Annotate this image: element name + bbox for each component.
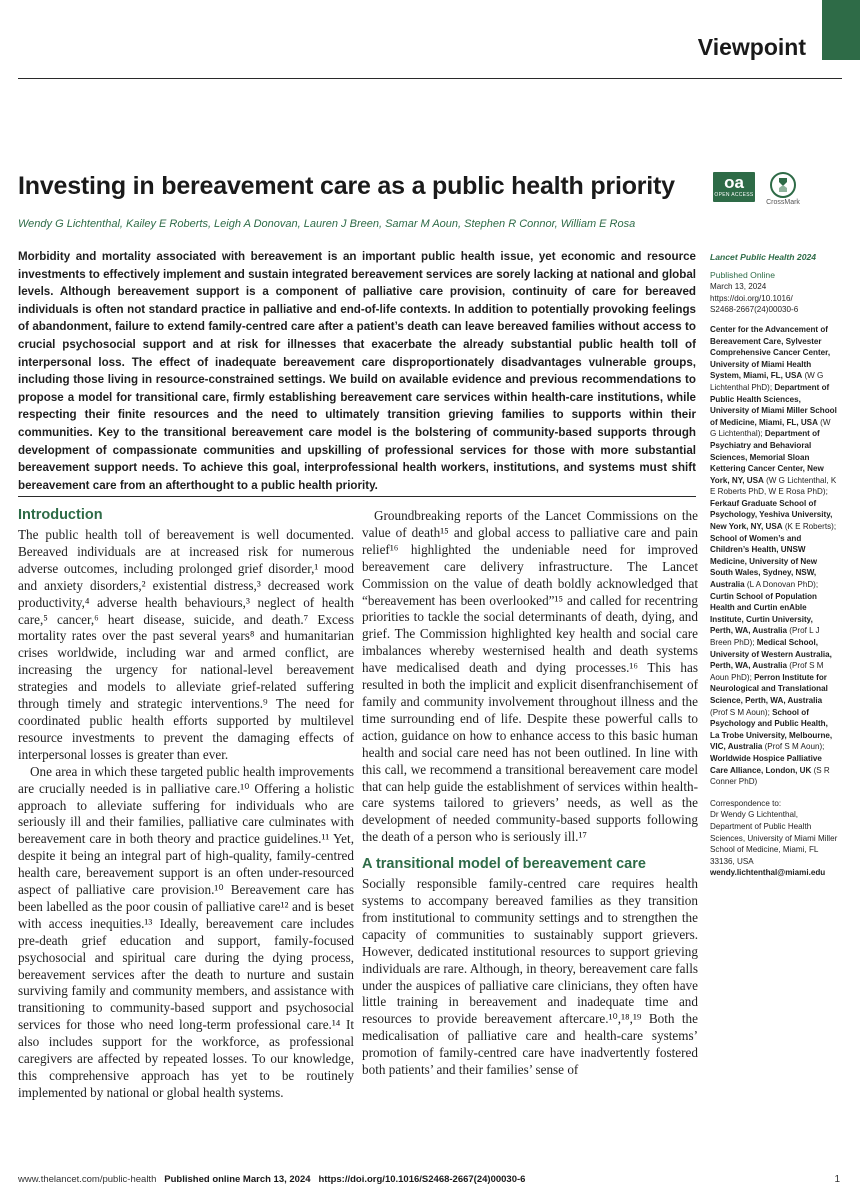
open-access-badge[interactable] bbox=[713, 172, 755, 202]
affiliation-institution: Department of Public Health Sciences, University of Miami Miller School of Medicine, Miami, FL, USA bbox=[710, 382, 837, 427]
affiliation-authors: (Prof S M Aoun PhD); bbox=[710, 661, 824, 682]
correspondence-name: Dr Wendy G Lichtenthal, bbox=[710, 810, 799, 820]
affiliation-institution: School of Psychology and Public Health, La Trobe University, Melbourne, VIC, Australia bbox=[710, 707, 833, 752]
affiliation-institution: Perron Institute for Neurological and Translational Science, Perth, WA, Australia bbox=[710, 672, 828, 705]
affiliation-authors: (W G Lichtenthal); bbox=[710, 417, 831, 439]
affiliation-authors: (Prof L J Breen PhD); bbox=[710, 626, 820, 647]
affiliation-authors: (W G Lichtenthal, K E Roberts PhD, W E Rosa PhD); bbox=[710, 475, 837, 497]
body-paragraph: Groundbreaking reports of the Lancet Commissions on the value of death¹⁵ and global access to palliative care and pain relief¹⁶ highlighted the undeniable need for improved bereavement care delivery infrastructure. The Lancet Commission on the value of death boldly acknowledged that “bereavement has been overlooked”¹⁵ and called for recentring priorities to tackle the social determinants of death, dying, and grief. The Commission highlighted key health and social care imbalances whereby westernised health and death systems have medicalised death and dying processes.¹⁶ This has resulted in both the implicit and explicit disenfranchisement of family and community involvement throughout illness and the time surrounding end of life. Despite these powerful calls to action, guidance on how to enhance access to this basic human health and social care need has not been outlined. In line with this call, we recommend a transitional bereavement care model that can help guide the establishment of services within health-care systems tailored to grievers’ needs, as well as the development of needed community-based supports following the death of a person who is seriously ill.¹⁷ bbox=[362, 508, 698, 845]
correspondence bbox=[710, 798, 838, 879]
affiliation-authors: (K E Roberts); bbox=[782, 522, 837, 532]
footer-site-link[interactable]: www.thelancet.com/public-health bbox=[18, 1174, 157, 1185]
affiliation-authors: (S R Conner PhD) bbox=[710, 765, 830, 787]
body-paragraph: One area in which these targeted public health improvements are crucially needed is in palliative care.¹⁰ Offering a holistic approach to alleviate suffering for individuals who are seriously ill and their families, palliative care culminates with bereavement care in both theory and practice guidelines.¹¹ Yet, despite it being an integral part of high-quality, family-centred health care, bereavement support is an often under-resourced aspect of palliative care provision.¹⁰ Bereavement care has been labelled as the poor cousin of palliative care¹² and is beset with access inequities.¹³ Ideally, bereavement care includes pre-death grief education and support, family-focused psychosocial and spiritual care during the dying process, bereavement services after the death to nurture and sustain surviving family and community members, and assistance with transitioning to community-based support and psychosocial services for those who need long-term professional care.¹⁴ It also includes support for the workforce, as professional caregivers are affected by repeated losses. To our knowledge, this comprehensive approach has yet to be routinely implemented by national or global health systems. bbox=[18, 763, 354, 1100]
abstract: Morbidity and mortality associated with bereavement is an important public health issue, yet economic and resource investments to effectively implement and sustain integrated bereavement services are sorely lacking at national and global levels. Although bereavement support is a component of palliative care provision, continuity of care for bereaved individuals is often not standard practice in palliative and end-of-life contexts. In addition to potentially provoking feelings of abandonment, failure to extend family-centred care after a patient’s death can leave bereaved families without access to crucial psychosocial support and at risk for illnesses that exacerbate the already substantial public health toll of interpersonal loss. The effect of inadequate bereavement care disproportionately disadvantages vulnerable groups, including those living in resource-constrained settings. We build on available evidence and previous recommendations to propose a model for transitional care, firmly establishing bereavement care services within health-care institutions, while respecting their finite resources and the need to ultimately transition grieving families to supports within their communities. Key to the transitional bereavement care model is the bolstering of community-based supports through development of compassionate communities and upskilling of professional services for those with more substantial bereavement support needs. To achieve this goal, interprofessional health workers, institutions, and systems must shift bereavement care from an afterthought to a public health priority. bbox=[18, 250, 696, 492]
oa-label: oa bbox=[724, 173, 744, 192]
affiliation-institution: Department of Psychiatry and Behavioral Sciences, Memorial Sloan Kettering Cancer Center, New York, NY, USA bbox=[710, 429, 824, 485]
article-title: Investing in bereavement care as a public health priority bbox=[18, 172, 675, 200]
crossmark-label: CrossMark bbox=[766, 199, 800, 206]
affiliation-authors: (Prof S M Aoun); bbox=[710, 707, 773, 717]
section-label: Viewpoint bbox=[697, 34, 806, 60]
author-list: Wendy G Lichtenthal, Kailey E Roberts, Leigh A Donovan, Lauren J Breen, Samar M Aoun, Stephen R Connor, William E Rosa bbox=[18, 218, 636, 230]
footer-doi-link[interactable]: https://doi.org/10.1016/S2468-2667(24)00030-6 bbox=[318, 1174, 526, 1185]
affiliation-institution: Ferkauf Graduate School of Psychology, Yeshiva University, New York, NY, USA bbox=[710, 498, 833, 532]
crossmark-icon bbox=[770, 172, 796, 198]
publication-date: March 13, 2024 bbox=[710, 282, 767, 292]
correspondence-email[interactable]: wendy.lichtenthal@miami.edu bbox=[710, 868, 826, 878]
affiliation-institution: Center for the Advancement of Bereavement Care, Sylvester Comprehensive Cancer Center, University of Miami Health System, Miami, FL, USA bbox=[710, 324, 831, 381]
journal-citation: Lancet Public Health 2024 bbox=[710, 252, 817, 262]
affiliation-institution: School of Women’s and Children’s Health, UNSW Medicine, University of New South Wales, Sydney, NSW, Australia bbox=[710, 533, 818, 590]
affiliation-authors: (L A Donovan PhD); bbox=[744, 580, 819, 590]
body-paragraph: Socially responsible family-centred care requires health systems to accompany bereaved families as they transition from institutional to community settings and to strengthen the capacity of communities to sustainably support grievers. However, dedicated institutional resources to support grieving individuals are rare. Although, in theory, bereavement care falls under the auspices of palliative care clinicians, they often have little training in bereavement and inadequate time and resources to provide bereavement aftercare.¹⁰,¹⁸,¹⁹ Both the medicalisation of palliative care and health-care systems’ promotion of family-centred care have inadvertently fostered both patients’ and their families’ sense of bbox=[362, 876, 698, 1078]
transitional-model-heading: A transitional model of bereavement care bbox=[362, 856, 646, 873]
page-number: 1 bbox=[834, 1174, 840, 1185]
published-online-label: Published Online bbox=[710, 269, 775, 280]
page-footer bbox=[18, 1174, 840, 1185]
crossmark-badge[interactable] bbox=[761, 172, 805, 206]
correspondence-address: Department of Public Health Sciences, University of Miami Miller School of Medicine, Miami, FL 33136, USA bbox=[710, 821, 838, 866]
section-color-tab bbox=[822, 0, 860, 60]
correspondence-label: Correspondence to: bbox=[710, 798, 782, 808]
doi-link-line1[interactable]: https://doi.org/10.1016/ bbox=[710, 293, 793, 303]
footer-published: Published online March 13, 2024 bbox=[164, 1174, 311, 1185]
oa-sub-label: OPEN ACCESS bbox=[714, 192, 754, 198]
sidebar bbox=[710, 252, 838, 879]
affiliation-authors: (W G Lichtenthal PhD); bbox=[710, 371, 824, 392]
affiliations bbox=[710, 324, 838, 788]
introduction-heading: Introduction bbox=[18, 507, 103, 523]
abstract-divider bbox=[18, 496, 696, 497]
body-column-2 bbox=[362, 508, 698, 1079]
body-paragraph: The public health toll of bereavement is well documented. Bereaved individuals are at increased risk for numerous adverse outcomes, including prolonged grief disorder,¹ mood and anxiety disorders,² existential distress,³ decreased work productivity,⁴ adverse health behaviours,³ neglect of health care,⁵ cancer,⁶ heart disease, suicide, and death.⁷ Excess mortality rates over the past several years⁸ and humanitarian crises worldwide, including war and armed conflict, are increasing the urgency for national-level bereavement strategies and models to alleviate grief-related suffering through timely and strategic interventions.⁹ The need for coordinated public health efforts supported by multilevel resource investments to prevent the damaging effects of interpersonal losses is greater than ever. bbox=[18, 527, 354, 762]
body-column-1 bbox=[18, 506, 354, 1102]
affiliation-institution: Curtin School of Population Health and Curtin enAble Institute, Curtin University, Perth, WA, Australia bbox=[710, 591, 818, 636]
affiliation-institution: Worldwide Hospice Palliative Care Alliance, London, UK bbox=[710, 753, 822, 775]
top-divider bbox=[18, 78, 842, 79]
affiliation-authors: (Prof S M Aoun); bbox=[762, 742, 825, 752]
affiliation-institution: Medical School, University of Western Australia, Perth, WA, Australia bbox=[710, 638, 832, 671]
doi-link-line2[interactable]: S2468-2667(24)00030-6 bbox=[710, 305, 799, 315]
badges bbox=[713, 172, 805, 206]
